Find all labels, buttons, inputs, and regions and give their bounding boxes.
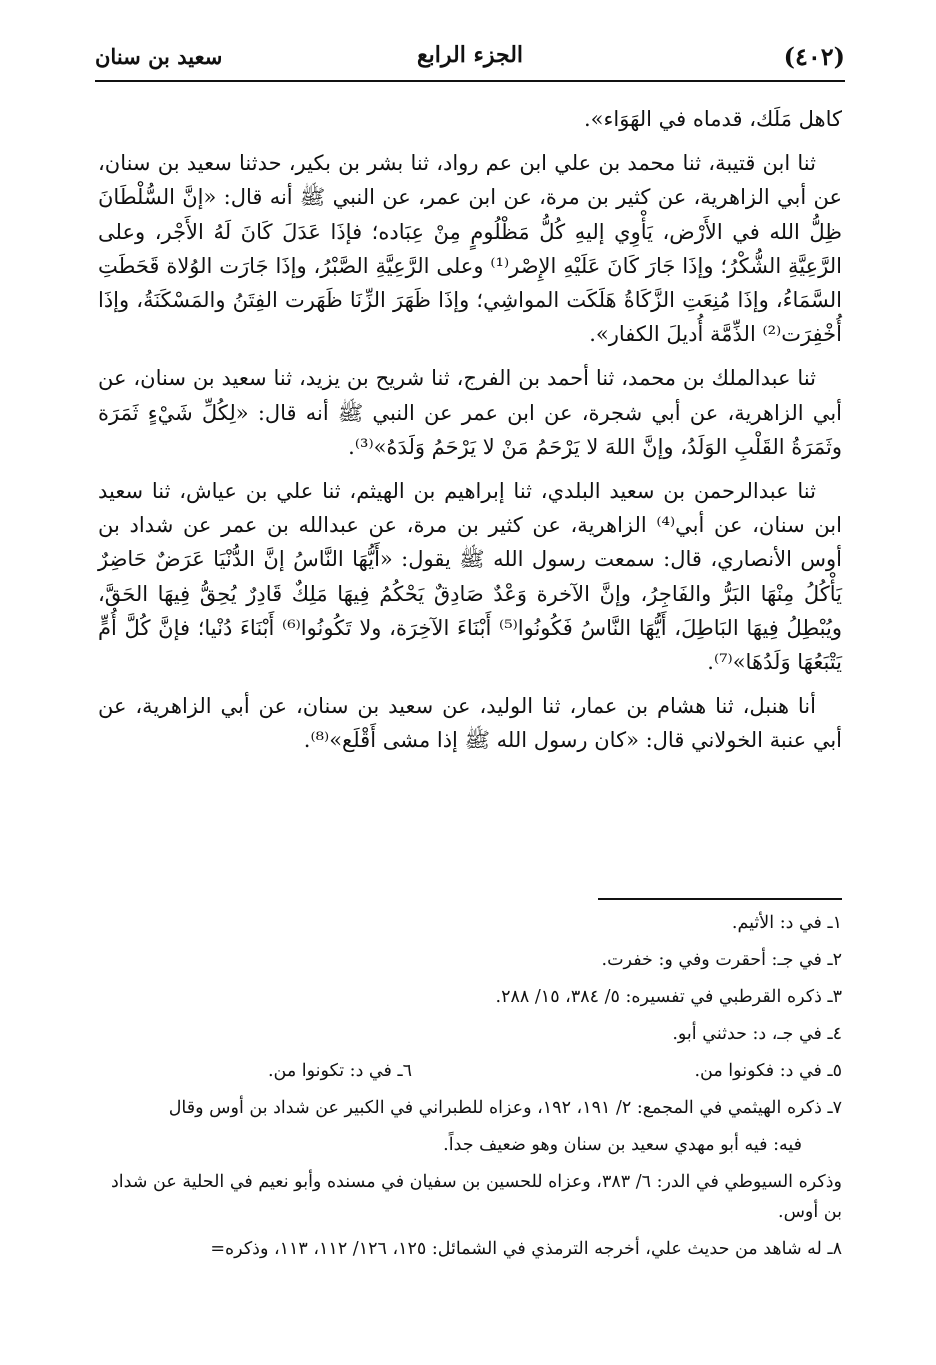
paragraph-1: كاهل مَلَك، قدماه في الهَوَاء». — [584, 107, 842, 131]
footnote-7: ٧ـ ذكره الهيثمي في المجمع: ٢/ ١٩١، ١٩٢، وعزاه للطبراني في الكبير عن شداد بن أوس وقال — [168, 1098, 842, 1118]
paragraph-2: ثنا ابن قتيبة، ثنا محمد بن علي ابن عم رواد، ثنا بشر بن بكير، حدثنا سعيد بن سنان، عن أبي الزاهرية، عن كثير بن مرة، عن ابن عمر، عن النبي ﷺ أنه قال: «إنَّ السُّلْطَانَ ظِلُّ الله في الأَرْض، يَأْوِي إليهِ كُلُّ مَظْلُومٍ مِنْ عِبَاده؛ فإذَا عَدَلَ كَانَ لَهُ الأَجْر، وعلى الرَّعِيَّةِ الشُّكْرُ؛ وإذَا جَارَ كَانَ عَلَيْهِ الإِصْر⁽¹⁾ وعلى الرَّعِيَّةِ الصَّبْرُ، وإذَا جَارَت الوُلاة قَحَطَتِ السَّمَاءُ، وإذَا مُنِعَتِ الزَّكَاةُ هَلَكَت المواشِي؛ وإذَا ظَهَرَ الزِّنَا ظَهَرت الفِتَنُ والمَسْكَنَةُ، وإذَا أُخْفِرَت⁽²⁾ الذِّمَّة أُديلَ الكفار». — [98, 151, 842, 347]
paragraph-3: ثنا عبدالملك بن محمد، ثنا أحمد بن الفرج، ثنا شريح بن يزيد، ثنا سعيد بن سنان، عن أبي الزاهرية، عن أبي شجرة، عن ابن عمر عن النبي ﷺ أنه قال: «لِكُلِّ شَيْءٍ ثَمَرَة وثَمَرَةُ القَلْبِ الوَلَدُ، وإنَّ اللهَ لا يَرْحَمُ مَنْ لا يَرْحَمُ وَلَدَهُ»⁽³⁾. — [98, 366, 842, 459]
narrator-name: سعيد بن سنان — [95, 44, 223, 69]
main-text — [98, 102, 842, 768]
header-rule — [95, 80, 845, 82]
footnote-8: ٨ـ له شاهد من حديث علي، أخرجه الترمذي في الشمائل: ١٢٥، ١٢٦/ ١١٢، ١١٣، وذكره= — [210, 1239, 842, 1259]
footnote-6: ٦ـ في د: تكونوا من. — [267, 1061, 412, 1081]
footnote-row-5-6 — [98, 1056, 842, 1086]
paragraph-4: ثنا عبدالرحمن بن سعيد البلدي، ثنا إبراهيم بن الهيثم، ثنا علي بن عياش، ثنا سعيد ابن سنان، عن أبي⁽⁴⁾ الزاهرية، عن كثير بن مرة، عن عبدالله بن عمر عن شداد بن أوس الأنصاري، قال: سمعت رسول الله ﷺ يقول: «أَيُّهَا النَّاسُ إنَّ الدُّنْيَا عَرَضٌ حَاضِرٌ يَأْكُلُ مِنْهَا البَرُّ والفَاجِرُ، وإنَّ الآخرة وَعْدٌ صَادِقٌ يَحْكُمُ فِيهَا مَلِكٌ قَادِرٌ يُحِقُّ فِيهَا الحَقَّ، ويُبْطِلُ فِيهَا البَاطِلَ، أَيُّهَا النَّاسُ فَكُونُوا⁽⁵⁾ أَبْنَاءَ الآخِرَة، ولا تَكُونُوا⁽⁶⁾ أَبْنَاءَ دُنْيا؛ فإنَّ كُلَّ أُمٍّ يَتْبَعُهَا وَلَدُهَا»⁽⁷⁾. — [98, 479, 842, 675]
footnote-5: ٥ـ في د: فكونوا من. — [694, 1061, 842, 1081]
footnote-7-extra: وذكره السيوطي في الدر: ٦/ ٣٨٣، وعزاه للحسين بن سفيان في مسنده وأبو نعيم في الحلية عن شداد بن أوس. — [110, 1172, 842, 1222]
footnote-4: ٤ـ في جـ، د: حدثني أبو. — [672, 1024, 842, 1044]
footnote-7-continued: فيه: فيه أبو مهدي سعيد بن سنان وهو ضعيف جداً. — [443, 1135, 802, 1155]
part-title: الجزء الرابع — [416, 42, 524, 68]
page-header — [95, 38, 845, 78]
footnotes — [98, 908, 842, 1271]
footnote-2: ٢ـ في جـ: أحقرت وفي و: خفرت. — [601, 950, 842, 970]
footnote-1: ١ـ في د: الأثيم. — [731, 913, 842, 933]
page-number: (٤٠٢) — [783, 42, 845, 71]
footnote-rule — [598, 898, 842, 900]
paragraph-5: أنا هنبل، ثنا هشام بن عمار، ثنا الوليد، عن سعيد بن سنان، عن أبي الزاهرية، عن أبي عنبة الخولاني قال: «كان رسول الله ﷺ إذا مشى أَقْلَع»⁽⁸⁾. — [98, 694, 842, 753]
footnote-3: ٣ـ ذكره القرطبي في تفسيره: ٥/ ٣٨٤، ١٥/ ٢٨٨. — [495, 987, 842, 1007]
